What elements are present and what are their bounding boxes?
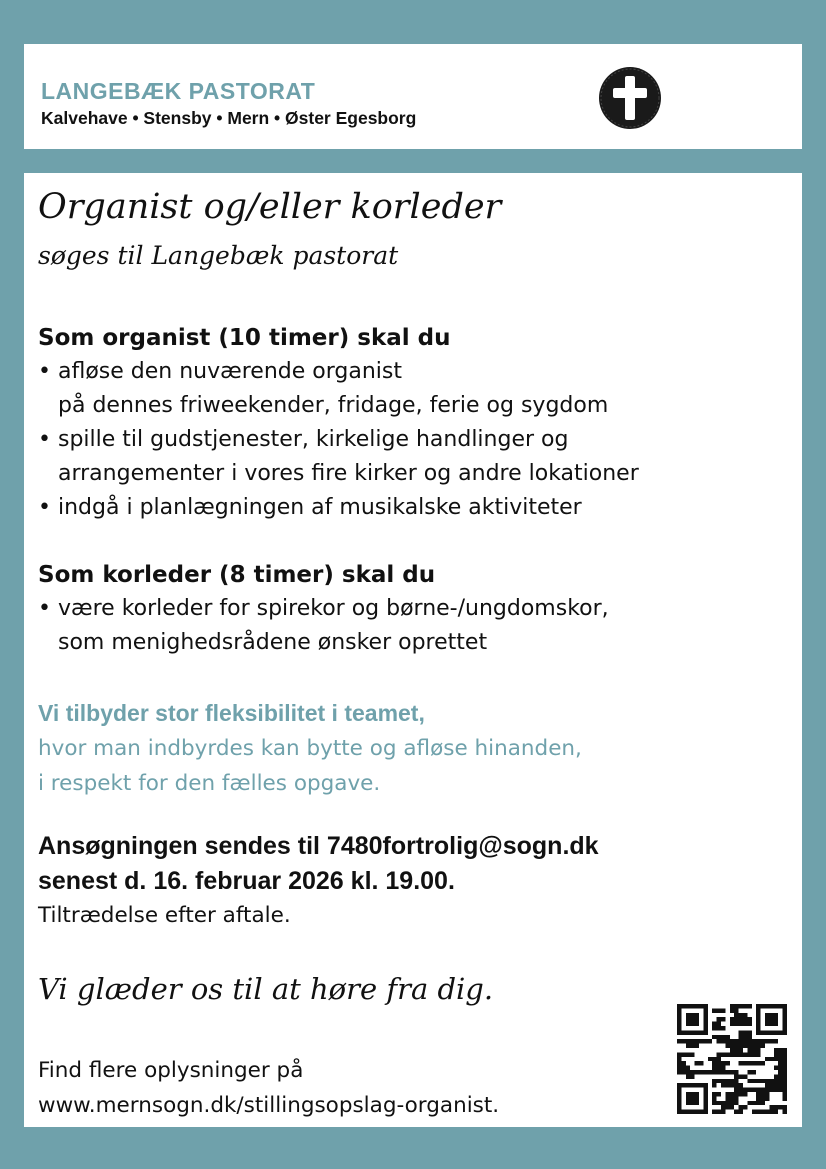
list-item: • være korleder for spirekor og børne-/ungdomskor, bbox=[38, 596, 609, 621]
offer-block bbox=[38, 696, 582, 801]
korleder-heading: Som korleder (8 timer) skal du bbox=[38, 562, 436, 588]
cross-logo-icon bbox=[598, 66, 662, 130]
list-item: arrangementer i vores fire kirker og andre lokationer bbox=[58, 461, 639, 486]
qr-code-icon[interactable] bbox=[677, 1004, 787, 1114]
list-item: • spille til gudstjenester, kirkelige handlinger og bbox=[38, 427, 569, 452]
page-title: Organist og/eller korleder bbox=[38, 187, 502, 227]
org-name: LANGEBÆK PASTORAT bbox=[41, 78, 316, 104]
list-item: på dennes friweekender, fridage, ferie og sygdom bbox=[58, 393, 609, 418]
start-date-note: Tiltrædelse efter aftale. bbox=[38, 903, 291, 928]
application-email-line: Ansøgningen sendes til 7480fortrolig@sogn.dk bbox=[38, 832, 599, 860]
main-panel bbox=[24, 173, 802, 1127]
page-subtitle: søges til Langebæk pastorat bbox=[38, 241, 399, 270]
korleder-section bbox=[38, 562, 609, 660]
offer-lead: Vi tilbyder stor fleksibilitet i teamet, bbox=[38, 700, 425, 726]
organist-section bbox=[38, 325, 639, 525]
list-item: som menighedsrådene ønsker oprettet bbox=[58, 630, 488, 655]
application-deadline: senest d. 16. februar 2026 kl. 19.00. bbox=[38, 867, 455, 895]
offer-line: i respekt for den fælles opgave. bbox=[38, 771, 381, 796]
header-panel bbox=[24, 44, 802, 149]
organist-heading: Som organist (10 timer) skal du bbox=[38, 325, 451, 351]
more-info-label: Find flere oplysninger på bbox=[38, 1058, 304, 1083]
org-towns: Kalvehave • Stensby • Mern • Øster Egesborg bbox=[41, 108, 417, 128]
list-item: • indgå i planlægningen af musikalske aktiviteter bbox=[38, 495, 582, 520]
more-info-url[interactable]: www.mernsogn.dk/stillingsopslag-organist. bbox=[38, 1093, 500, 1118]
application-block bbox=[38, 829, 599, 933]
closing-line: Vi glæder os til at høre fra dig. bbox=[38, 972, 494, 1006]
list-item: • afløse den nuværende organist bbox=[38, 359, 402, 384]
offer-line: hvor man indbyrdes kan bytte og afløse hinanden, bbox=[38, 736, 582, 761]
more-info bbox=[38, 1053, 499, 1123]
